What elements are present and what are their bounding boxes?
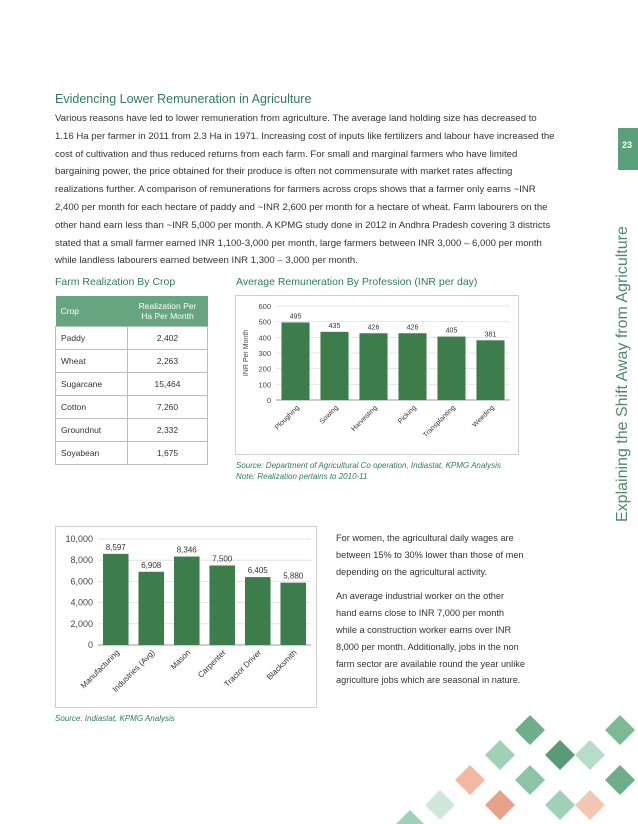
x-category-label: Picking <box>396 404 418 426</box>
diamond-shape <box>395 810 425 824</box>
x-category-label: Mason <box>168 648 193 672</box>
y-tick-label: 4,000 <box>70 597 93 608</box>
bar <box>209 566 235 646</box>
chart2-svg <box>56 527 316 707</box>
bar-value-label: 6,405 <box>247 566 268 576</box>
table-header-realization: Realization Per Ha Per Month <box>128 296 208 327</box>
bar-value-label: 7,500 <box>212 554 233 564</box>
crop-cell: Cotton <box>56 396 128 419</box>
diamond-shape <box>485 790 515 820</box>
chart1-frame <box>235 295 519 455</box>
bar <box>280 583 306 645</box>
crop-cell: Paddy <box>56 327 128 350</box>
farm-table-heading: Farm Realization By Crop <box>55 276 176 288</box>
x-category-label: Manufacturing <box>78 648 122 691</box>
y-axis-label: INR Per Month <box>243 329 250 377</box>
intro-paragraph: Various reasons have led to lower remuneration from agriculture. The average land holding size has decreased to 1.16 Ha per farmer in 2011 from 2.3 Ha in 1971. Increasing cost of inputs like fertilizers and labour have increased the cost of cultivation and thus reduced returns from each farm. For small and marginal farmers who have limited bargaining power, the price obtained for their produce is often not commensurate with market rates affecting realizations further. A comparison of remunerations for farmers across crops shows that a farmer only earns ~INR 2,400 per month for each hectare of paddy and ~INR 2,600 per month for a hectare of wheat. Farm labourers on the other hand earn less than ~INR 5,000 per month. A KPMG study done in 2012 in Andhra Pradesh covering 3 districts stated that a small farmer earned INR 1,100-3,000 per month, large farmers between INR 3,000 – 6,000 per month while landless labourers earned between INR 1,300 – 3,000 per month. <box>55 113 555 267</box>
bar <box>103 554 129 645</box>
crop-cell: Sugarcane <box>56 373 128 396</box>
x-category-label: Weeding <box>471 404 496 429</box>
x-category-label: Industries (Avg) <box>110 648 157 694</box>
bar-value-label: 5,880 <box>283 571 304 581</box>
bar-value-label: 426 <box>406 324 419 332</box>
side-paragraph-2: An average industrial worker on the other hand earns close to INR 7,000 per month while a construction worker earns over INR 8,000 per month. Additionally, jobs in the non farm sector are available round the year unlike agriculture jobs which are seasonal in nature. <box>336 591 525 686</box>
table-header-crop: Crop <box>56 296 128 327</box>
realization-cell: 7,260 <box>128 396 208 419</box>
y-tick-label: 10,000 <box>65 534 93 544</box>
bar-value-label: 495 <box>289 313 302 321</box>
x-category-label: Ploughing <box>273 404 301 432</box>
y-tick-label: 100 <box>258 380 271 390</box>
bar-value-label: 405 <box>445 327 458 335</box>
diamond-shape <box>455 765 485 795</box>
y-tick-label: 500 <box>258 317 271 327</box>
diamond-shape <box>605 715 635 745</box>
table-body <box>56 327 208 465</box>
bar <box>281 322 309 400</box>
diamond-shape <box>425 790 455 820</box>
bar <box>398 333 426 400</box>
realization-cell: 15,464 <box>128 373 208 396</box>
realization-cell: 1,675 <box>128 442 208 465</box>
side-text-block <box>336 530 526 697</box>
y-tick-label: 300 <box>258 349 271 358</box>
table-row <box>56 350 208 373</box>
diamond-shape <box>545 790 575 820</box>
page-number: 23 <box>622 140 633 150</box>
diamond-shape <box>605 765 635 795</box>
x-category-label: Blacksmith <box>264 648 299 682</box>
x-category-label: Sowing <box>318 404 340 426</box>
bar-value-label: 435 <box>328 322 341 330</box>
table-row <box>56 396 208 419</box>
y-tick-label: 0 <box>266 396 271 405</box>
y-tick-label: 2,000 <box>70 618 93 629</box>
bar-value-label: 381 <box>484 331 497 339</box>
y-tick-label: 0 <box>87 640 93 650</box>
table-row <box>56 419 208 442</box>
diamond-shape <box>575 740 605 770</box>
bar-value-label: 8,597 <box>105 542 126 552</box>
bar <box>138 572 164 645</box>
realization-cell: 2,332 <box>128 419 208 442</box>
table-row <box>56 442 208 465</box>
x-category-label: Tractor Driver <box>222 648 264 689</box>
y-tick-label: 8,000 <box>70 555 93 566</box>
x-category-label: Carpenter <box>196 648 228 680</box>
x-category-label: Harvesting <box>350 404 379 434</box>
decorative-diamond-pattern <box>380 700 638 824</box>
bar <box>359 333 387 400</box>
y-tick-label: 6,000 <box>70 576 93 587</box>
y-tick-label: 200 <box>258 364 271 374</box>
diamond-shape <box>485 740 515 770</box>
x-category-label: Transplanting <box>422 404 457 440</box>
realization-cell: 2,402 <box>128 327 208 350</box>
diamond-shape <box>515 765 545 795</box>
bar-value-label: 6,908 <box>141 560 162 570</box>
realization-cell: 2,263 <box>128 350 208 373</box>
bar <box>437 337 465 400</box>
chart2-frame <box>55 526 317 708</box>
farm-realization-table <box>55 296 208 465</box>
table-row <box>56 327 208 350</box>
chart2-source: Source: Indiastat, KPMG Analysis <box>55 714 175 723</box>
y-tick-label: 400 <box>258 333 271 343</box>
bar <box>245 577 271 645</box>
side-paragraph-1: For women, the agricultural daily wages are between 15% to 30% lower than those of men depending on the agricultural activity. <box>336 533 524 577</box>
y-tick-label: 600 <box>258 302 271 311</box>
bar <box>476 340 504 400</box>
crop-cell: Wheat <box>56 350 128 373</box>
bar-value-label: 8,346 <box>176 545 197 555</box>
table-row <box>56 373 208 396</box>
diamond-shape <box>515 715 545 745</box>
bar-value-label: 426 <box>367 324 380 332</box>
chart1-svg <box>236 296 518 454</box>
chart1-note: Note: Realization pertains to 2010-11 <box>236 472 368 481</box>
diamond-shape <box>545 740 575 770</box>
crop-cell: Groundnut <box>56 419 128 442</box>
chart1-source: Source: Department of Agricultural Co operation, Indiastat, KPMG Analysis <box>236 461 501 470</box>
section-side-title <box>602 182 632 522</box>
bar <box>320 332 348 400</box>
section-side-title-text: Explaining the Shift Away from Agriculture <box>614 226 631 522</box>
bar <box>174 557 200 645</box>
crop-cell: Soyabean <box>56 442 128 465</box>
page-title: Evidencing Lower Remuneration in Agriculture <box>55 92 312 106</box>
chart1-title: Average Remuneration By Profession (INR per day) <box>236 276 478 288</box>
diamond-shape <box>575 790 605 820</box>
